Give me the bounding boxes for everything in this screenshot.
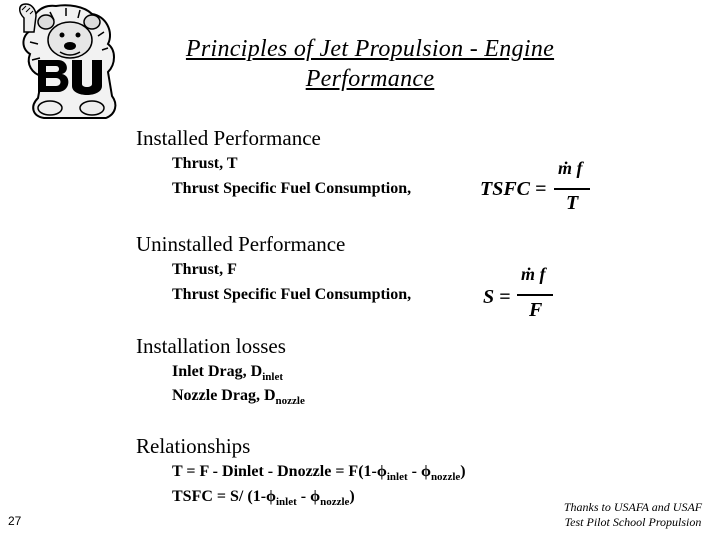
tsfc-fraction-bar xyxy=(554,188,590,190)
eq2-part-a: TSFC = S/ (1-ϕ xyxy=(172,488,276,505)
eq2-sub-inlet: inlet xyxy=(276,496,297,508)
s-formula-lhs: S = xyxy=(483,286,511,308)
installed-thrust: Thrust, T xyxy=(172,155,238,172)
relationship-eq-tsfc xyxy=(172,487,355,512)
tsfc-formula-numerator: ṁ f xyxy=(558,158,583,178)
s-formula xyxy=(483,264,573,324)
relationship-eq-thrust xyxy=(172,462,466,487)
nozzle-drag-subscript: nozzle xyxy=(275,395,305,407)
eq1-part-b: - ϕ xyxy=(407,463,431,480)
inlet-drag-subscript: inlet xyxy=(262,371,283,383)
eq2-part-b: - ϕ xyxy=(296,488,321,505)
s-fraction-bar xyxy=(517,294,553,296)
tsfc-formula-lhs: TSFC = xyxy=(480,178,547,200)
page-title xyxy=(140,34,600,94)
s-formula-denominator: F xyxy=(529,299,543,321)
slide-number: 27 xyxy=(8,514,22,528)
inlet-drag-text: Inlet Drag, D xyxy=(172,363,263,380)
bear-mascot-bu-logo-icon xyxy=(10,2,122,120)
title-line-2: Performance xyxy=(305,66,435,92)
inlet-drag xyxy=(172,362,283,387)
eq1-sub-inlet: inlet xyxy=(386,471,408,483)
installed-heading: Installed Performance xyxy=(136,126,321,150)
credit-line-2: Test Pilot School Propulsion xyxy=(564,515,702,529)
credit-note xyxy=(548,500,718,530)
tsfc-formula xyxy=(480,158,600,218)
credit-line-1: Thanks to USAFA and USAF xyxy=(563,500,703,514)
eq2-part-c: ) xyxy=(349,488,355,505)
installed-tsfc-label: Thrust Specific Fuel Consumption, xyxy=(172,180,412,197)
relationships-heading: Relationships xyxy=(136,434,251,458)
nozzle-drag-text: Nozzle Drag, D xyxy=(172,387,276,404)
nozzle-drag xyxy=(172,386,305,411)
title-line-1: Principles of Jet Propulsion - Engine xyxy=(185,36,555,62)
eq1-part-c: ) xyxy=(460,463,466,480)
eq2-sub-nozzle: nozzle xyxy=(320,496,350,508)
uninstalled-thrust: Thrust, F xyxy=(172,261,237,278)
uninstalled-tsfc-label: Thrust Specific Fuel Consumption, xyxy=(172,286,412,303)
s-formula-numerator: ṁ f xyxy=(521,264,546,284)
tsfc-formula-denominator: T xyxy=(566,192,579,214)
losses-heading: Installation losses xyxy=(136,334,286,358)
eq1-part-a: T = F - Dinlet - Dnozzle = F(1-ϕ xyxy=(172,463,387,480)
uninstalled-heading: Uninstalled Performance xyxy=(136,232,346,256)
eq1-sub-nozzle: nozzle xyxy=(430,471,461,483)
